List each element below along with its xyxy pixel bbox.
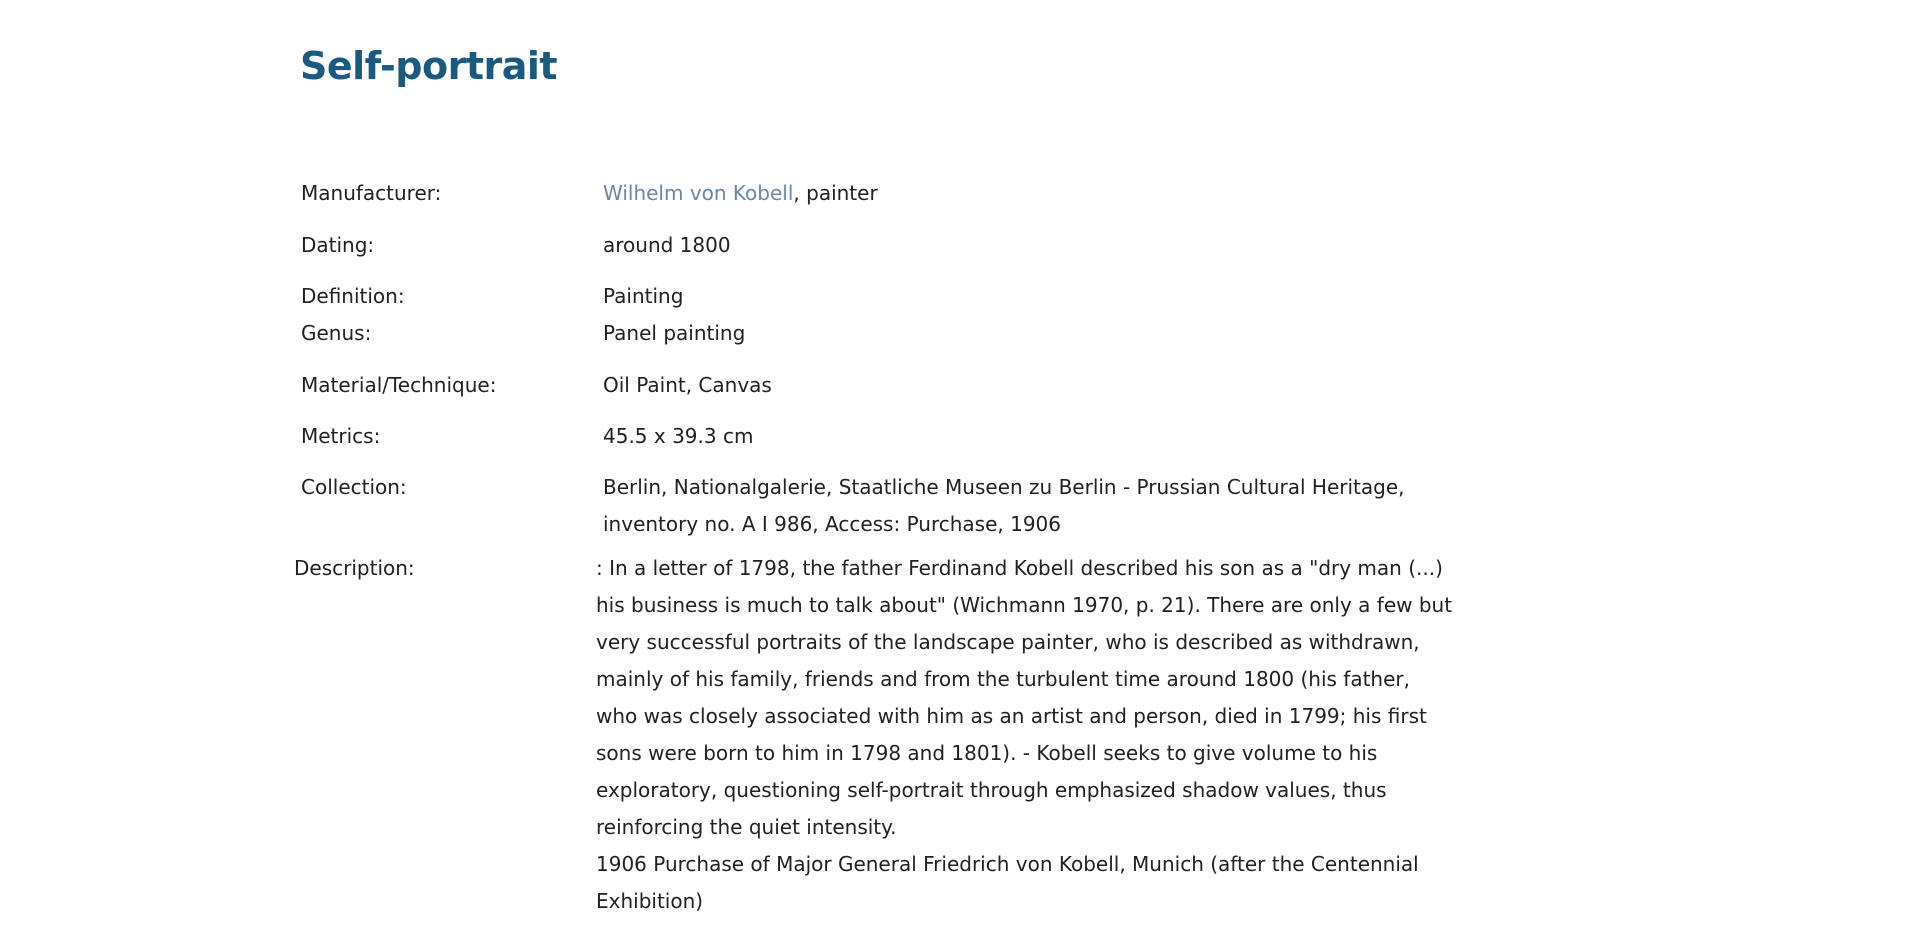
- collection-value: [603, 469, 1463, 543]
- genus-value: Panel painting: [603, 321, 746, 345]
- material-label: Material/Technique:: [301, 373, 497, 397]
- provenance-text: 1906 Purchase of Major General Friedrich von Kobell, Munich (after the Centennial Exhibition): [596, 852, 1419, 913]
- manufacturer-role: , painter: [793, 181, 878, 205]
- definition-label: Definition:: [301, 284, 405, 308]
- metrics-value: 45.5 x 39.3 cm: [603, 424, 754, 448]
- artist-link[interactable]: Wilhelm von Kobell: [603, 181, 794, 205]
- collection-label: Collection:: [301, 475, 407, 499]
- metrics-label: Metrics:: [301, 424, 381, 448]
- page-title: Self-portrait: [300, 44, 558, 88]
- manufacturer-value: [603, 175, 1463, 212]
- material-value: Oil Paint, Canvas: [603, 373, 772, 397]
- description-text: : In a letter of 1798, the father Ferdinand Kobell described his son as a "dry man (...) his business is much to talk about" (Wichmann 1970, p. 21). There are only a few but very successful portraits of the landscape painter, who is described as withdrawn, mainly of his family, friends and from the turbulent time around 1800 (his father, who was closely associated with him as an artist and person, died in 1799; his first sons were born to him in 1798 and 1801). - Kobell seeks to give volume to his exploratory, questioning self-portrait through emphasized shadow values, thus reinforcing the quiet intensity.: [596, 556, 1453, 839]
- genus-label: Genus:: [301, 321, 372, 345]
- manufacturer-label: Manufacturer:: [301, 181, 442, 205]
- description-value: [596, 550, 1456, 920]
- definition-value: Painting: [603, 284, 684, 308]
- collection-line-2: inventory no. A I 986, Access: Purchase, 1906: [603, 512, 1061, 536]
- dating-label: Dating:: [301, 233, 375, 257]
- collection-line-1: Berlin, Nationalgalerie, Staatliche Museen zu Berlin - Prussian Cultural Heritage,: [603, 475, 1405, 499]
- dating-value: around 1800: [603, 233, 731, 257]
- description-label: Description:: [294, 556, 415, 580]
